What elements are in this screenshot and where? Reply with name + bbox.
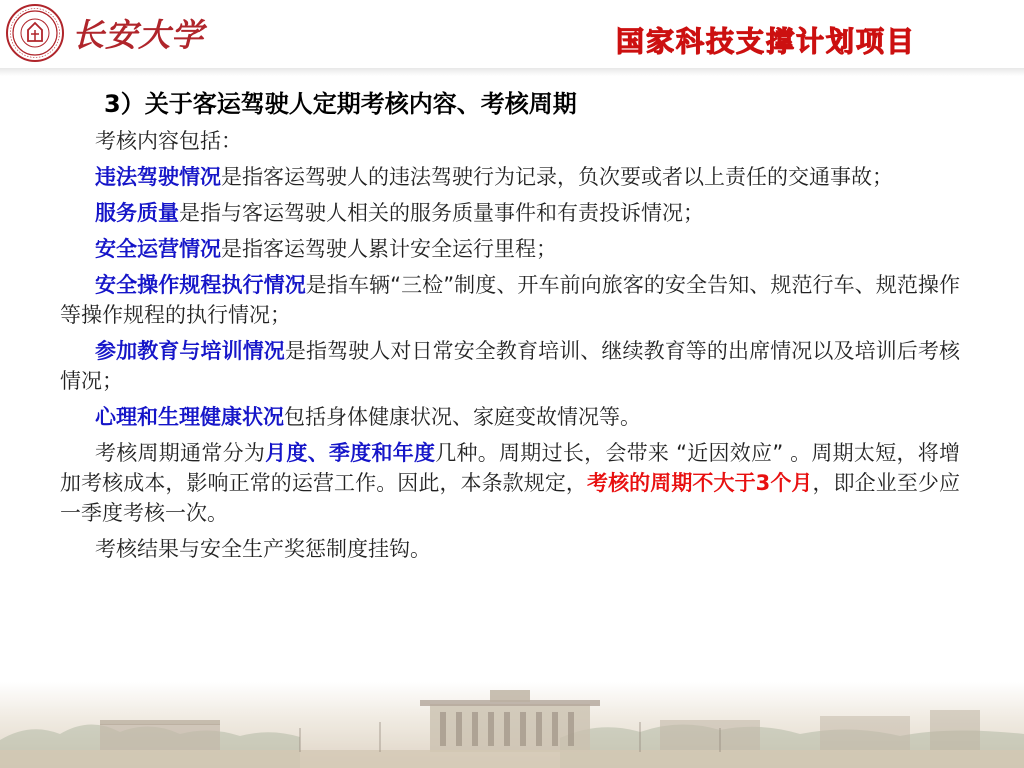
item-term: 安全操作规程执行情况	[95, 273, 306, 297]
list-item	[60, 234, 960, 264]
period-paragraph	[60, 438, 960, 528]
item-term: 参加教育与培训情况	[95, 339, 285, 363]
item-description: 是指客运驾驶人累计安全运行里程；	[221, 237, 557, 261]
period-text: ，即企业至少应一季度考核一次。	[60, 471, 960, 525]
period-text: 几种。周期过长，会带来 “近因效应” 。周期太短，将增加考核成本，影响正常的运营工作。因此，本条款规定，	[60, 441, 960, 495]
university-name: 长安大学	[72, 16, 205, 54]
campus-panorama	[0, 682, 1024, 768]
list-item	[60, 198, 960, 228]
intro-paragraph: 考核内容包括：	[95, 129, 242, 153]
item-term: 服务质量	[95, 201, 179, 225]
item-term: 违法驾驶情况	[95, 165, 221, 189]
list-item	[60, 270, 960, 330]
item-description: 是指客运驾驶人的违法驾驶行为记录，负次要或者以上责任的交通事故；	[221, 165, 893, 189]
item-description: 是指与客运驾驶人相关的服务质量事件和有责投诉情况；	[179, 201, 704, 225]
closing-paragraph: 考核结果与安全生产奖惩制度挂钩。	[95, 537, 431, 561]
list-item	[60, 402, 960, 432]
section-heading: 3）关于客运驾驶人定期考核内容、考核周期	[104, 90, 577, 118]
item-term: 心理和生理健康状况	[95, 405, 284, 429]
item-term: 安全运营情况	[95, 237, 221, 261]
period-highlight: 月度、季度和年度	[265, 441, 436, 465]
item-description: 是指驾驶人对日常安全教育培训、继续教育等的出席情况以及培训后考核情况；	[60, 339, 961, 393]
project-label: 国家科技支撑计划项目	[615, 25, 916, 58]
slide-header	[0, 0, 1024, 75]
period-emphasis: 考核的周期不大于3个月	[587, 471, 813, 495]
university-seal-logo	[6, 4, 64, 62]
header-divider	[0, 68, 1024, 76]
list-item	[60, 336, 960, 396]
slide-content	[60, 84, 960, 570]
item-description: 是指车辆“三检”制度、开车前向旅客的安全告知、规范行车、规范操作等操作规程的执行情况；	[60, 273, 960, 327]
item-description: 包括身体健康状况、家庭变故情况等。	[284, 405, 641, 429]
list-item	[60, 162, 960, 192]
period-text: 考核周期通常分为	[95, 441, 266, 465]
